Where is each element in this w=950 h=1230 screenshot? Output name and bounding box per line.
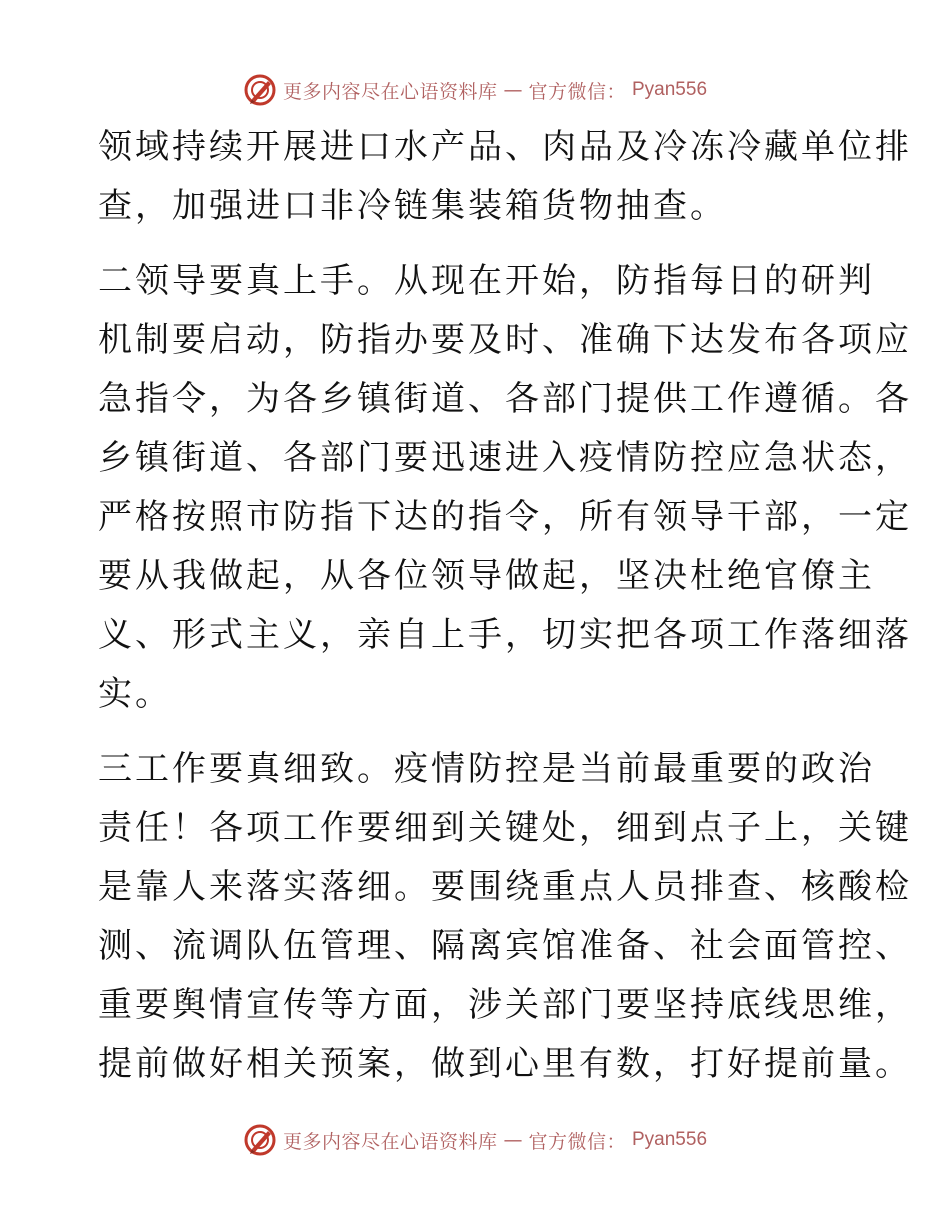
footer-watermark [0, 1123, 950, 1157]
text-line: 查，加强进口非冷链集装箱货物抽查。 [98, 186, 727, 226]
pen-logo-icon [243, 73, 277, 107]
watermark-account-label: 官方微信： [528, 80, 626, 103]
paragraph-2 [98, 252, 912, 724]
header-watermark [0, 73, 950, 107]
text-line: 机制要启动，防指办要及时、准确下达发布各项应 [98, 320, 912, 360]
text-line: 重要舆情宣传等方面，涉关部门要坚持底线思维， [98, 985, 912, 1025]
text-line: 乡镇街道、各部门要迅速进入疫情防控应急状态， [98, 438, 912, 478]
paragraph-1 [98, 118, 912, 236]
watermark-separator: — [503, 79, 523, 101]
text-line: 测、流调队伍管理、隔离宾馆准备、社会面管控、 [98, 926, 912, 966]
text-line: 严格按照市防指下达的指令，所有领导干部，一定 [98, 497, 912, 537]
document-body [98, 118, 912, 1094]
text-line: 责任！各项工作要细到关键处，细到点子上，关键 [98, 808, 912, 848]
text-line: 急指令，为各乡镇街道、各部门提供工作遵循。各 [98, 379, 912, 419]
watermark-account-id: Pyan556 [632, 1129, 708, 1150]
watermark-separator: — [503, 1129, 523, 1151]
text-line: 领域持续开展进口水产品、肉品及冷冻冷藏单位排 [98, 127, 912, 167]
paragraph-3 [98, 740, 912, 1094]
watermark-site-text: 更多内容尽在心语资料库 [282, 1130, 498, 1153]
watermark-site-text: 更多内容尽在心语资料库 [282, 80, 498, 103]
text-line: 是靠人来落实落细。要围绕重点人员排查、核酸检 [98, 867, 912, 907]
watermark-account-id: Pyan556 [632, 79, 708, 100]
text-line: 要从我做起，从各位领导做起，坚决杜绝官僚主 [98, 556, 875, 596]
text-line: 提前做好相关预案，做到心里有数，打好提前量。 [98, 1044, 912, 1084]
text-line: 义、形式主义，亲自上手，切实把各项工作落细落 [98, 615, 912, 655]
pen-logo-icon [243, 1123, 277, 1157]
watermark-account-label: 官方微信： [528, 1130, 626, 1153]
text-line: 二领导要真上手。从现在开始，防指每日的研判 [98, 261, 875, 301]
text-line: 实。 [98, 674, 172, 714]
text-line: 三工作要真细致。疫情防控是当前最重要的政治 [98, 749, 875, 789]
